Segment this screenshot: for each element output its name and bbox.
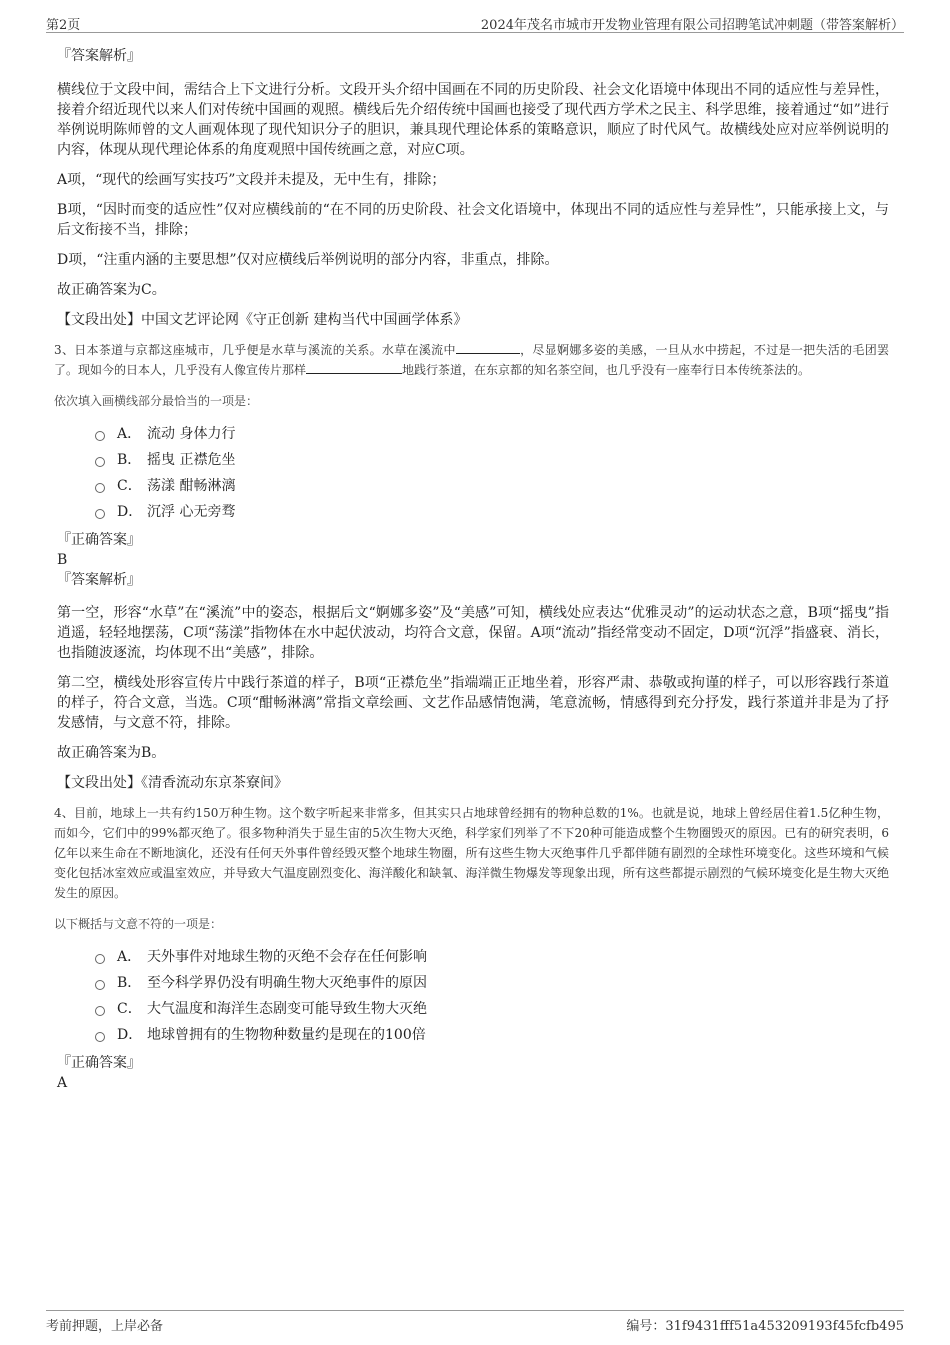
radio-icon[interactable]: [95, 509, 105, 519]
page-footer: [46, 1310, 904, 1335]
radio-icon[interactable]: [95, 980, 105, 990]
option-b[interactable]: B． 摇曳 正襟危坐: [95, 447, 889, 473]
question-prompt: 依次填入画横线部分最恰当的一项是：: [54, 394, 259, 408]
source-citation: 【文段出处】《清香流动东京茶寮间》: [57, 775, 288, 791]
analysis-paragraph: D项，“注重内涵的主要思想”仅对应横线后举例说明的部分内容，非重点，排除。: [57, 252, 559, 268]
answer-value: B: [57, 552, 68, 568]
answer-value: A: [57, 1075, 68, 1091]
question-3-options: [95, 421, 889, 525]
option-a[interactable]: A． 流动 身体力行: [95, 421, 889, 447]
analysis-conclusion: 故正确答案为B。: [57, 745, 166, 761]
answer-label: 『正确答案』: [57, 1055, 141, 1071]
analysis-paragraph: 横线位于文段中间，需结合上下文进行分析。文段开头介绍中国画在不同的历史阶段、社会文化语境中体现出不同的适应性与差异性，接着介绍近现代以来人们对传统中国画的观照。横线后先介绍传统中国画也接受了现代西方学术之民主、科学思维，接着通过“如”进行举例说明陈师曾的文人画观体现了现代知识分子的胆识，兼具现代理论体系的策略意识，顺应了时代风气。故横线处应对应举例说明的内容，体现从现代理论体系的角度观照中国传统画之意，对应C项。: [57, 82, 889, 158]
option-d[interactable]: D． 沉浮 心无旁骛: [95, 499, 889, 525]
analysis-paragraph: B项，“因时而变的适应性”仅对应横线前的“在不同的历史阶段、社会文化语境中，体现出不同的适应性与差异性”，只能承接上文，与后文衔接不当，排除；: [57, 202, 889, 238]
analysis-label: 『答案解析』: [57, 48, 141, 64]
page-number: 第2页: [46, 18, 81, 33]
fill-blank: [306, 361, 402, 374]
page-header: [46, 12, 904, 33]
document-title: 2024年茂名市城市开发物业管理有限公司招聘笔试冲刺题（带答案解析）: [480, 18, 904, 33]
radio-icon[interactable]: [95, 1032, 105, 1042]
analysis-paragraph: A项，“现代的绘画写实技巧”文段并未提及，无中生有，排除；: [57, 172, 446, 188]
analysis-conclusion: 故正确答案为C。: [57, 282, 166, 298]
analysis-paragraph: 第二空，横线处形容宣传片中践行茶道的样子，B项“正襟危坐”指端端正正地坐着，形容严肃、恭敬或拘谨的样子，可以形容践行茶道的样子，符合文意，当选。C项“酣畅淋漓”常指文章绘画、文艺作品感情饱满，笔意流畅，情感得到充分抒发，践行茶道并非是为了抒发感情，与文意不符，排除。: [57, 675, 889, 731]
footer-slogan: 考前押题，上岸必备: [46, 1319, 164, 1334]
question-4-text: 4、目前，地球上一共有约150万种生物。这个数字听起来非常多，但其实只占地球曾经拥有的物种总数的1%。也就是说，地球上曾经居住着1.5亿种生物，而如今，它们中的99%都灭绝了。很多物种消失于显生宙的5次生物大灭绝，科学家们列举了不下20种可能造成整个生物圈毁灭的原因。已有的研究表明，6亿年以来生命在不断地演化，还没有任何天外事件曾经毁灭整个地球生物圈，所有这些生物大灭绝事件几乎都伴随有剧烈的全球性环境变化。这些环境和气候变化包括冰室效应或温室效应，并导致大气温度剧烈变化、海洋酸化和缺氧、海洋微生物爆发等现象出现，所有这些都提示剧烈的气候环境变化是生物大灭绝发生的原因。: [54, 806, 889, 900]
radio-icon[interactable]: [95, 457, 105, 467]
document-id: 编号：31f9431fff51a453209193f45fcfb495: [626, 1319, 904, 1334]
option-c[interactable]: C． 荡漾 酣畅淋漓: [95, 473, 889, 499]
source-citation: 【文段出处】中国文艺评论网《守正创新 建构当代中国画学体系》: [57, 312, 468, 328]
radio-icon[interactable]: [95, 1006, 105, 1016]
question-3-text: 3、日本茶道与京都这座城市，几乎便是水草与溪流的关系。水草在溪流中 ，尽显婀娜多姿的美感，一旦从水中捞起，不过是一把失活的毛团罢了。现如今的日本人，几乎没有人像宣传片那样 地践行茶道，在东京都的知名茶空间，也几乎没有一座奉行日本传统茶法的。: [54, 343, 889, 377]
option-c[interactable]: C． 大气温度和海洋生态剧变可能导致生物大灭绝: [95, 996, 889, 1022]
analysis-label: 『答案解析』: [57, 572, 141, 588]
analysis-paragraph: 第一空，形容“水草”在“溪流”中的姿态，根据后文“婀娜多姿”及“美感”可知，横线处应表达“优雅灵动”的运动状态之意，B项“摇曳”指逍遥，轻轻地摆荡，C项“荡漾”指物体在水中起伏波动，均符合文意，保留。A项“流动”指经常变动不固定，D项“沉浮”指盛衰、消长，也指随波逐流，均体现不出“美感”，排除。: [57, 605, 889, 661]
question-4-options: [95, 944, 889, 1048]
option-b[interactable]: B． 至今科学界仍没有明确生物大灭绝事件的原因: [95, 970, 889, 996]
question-prompt: 以下概括与文意不符的一项是：: [54, 917, 223, 931]
option-a[interactable]: A． 天外事件对地球生物的灭绝不会存在任何影响: [95, 944, 889, 970]
radio-icon[interactable]: [95, 483, 105, 493]
answer-label: 『正确答案』: [57, 532, 141, 548]
fill-blank: [456, 341, 520, 354]
radio-icon[interactable]: [95, 431, 105, 441]
document-body: [54, 46, 889, 1094]
radio-icon[interactable]: [95, 954, 105, 964]
option-d[interactable]: D． 地球曾拥有的生物物种数量约是现在的100倍: [95, 1022, 889, 1048]
